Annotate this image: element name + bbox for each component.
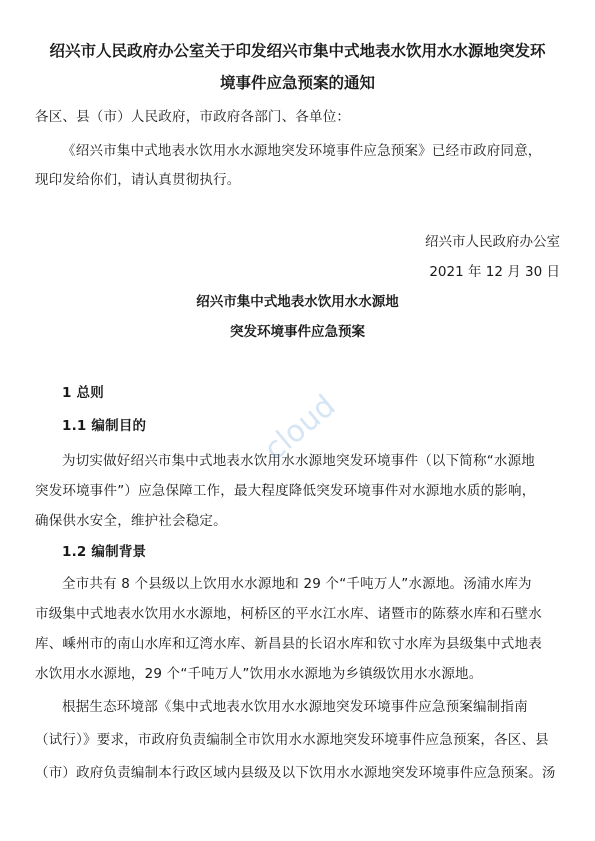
section-1-2-para1-line-4: 水饮用水水源地，29 个“千吨万人”饮用水水源地为乡镇级饮用水水源地。 bbox=[35, 666, 483, 682]
section-1-2-para1-line-3: 库、嵊州市的南山水库和辽湾水库、新昌县的长诏水库和钦寸水库为县级集中式地表 bbox=[35, 636, 542, 652]
notice-body-line-2: 现印发给你们，请认真贯彻执行。 bbox=[35, 172, 241, 188]
plan-title-line-1: 绍兴市集中式地表水饮用水水源地 bbox=[196, 294, 399, 310]
issue-date: 2021 年 12 月 30 日 bbox=[429, 264, 560, 280]
plan-title-line-2: 突发环境事件应急预案 bbox=[230, 324, 365, 340]
section-1-2-para1-line-2: 市级集中式地表水饮用水水源地，柯桥区的平水江水库、诸暨市的陈蔡水库和石壁水 bbox=[35, 606, 542, 622]
issuer: 绍兴市人民政府办公室 bbox=[425, 234, 560, 250]
notice-body-line-1: 《绍兴市集中式地表水饮用水水源地突发环境事件应急预案》已经市政府同意， bbox=[62, 143, 542, 159]
section-1-2-para2-line-2: （试行）》要求，市政府负责编制全市饮用水水源地突发环境事件应急预案，各区、县 bbox=[35, 732, 549, 748]
section-1-1-line-1: 为切实做好绍兴市集中式地表水饮用水水源地突发环境事件（以下简称“水源地 bbox=[62, 453, 535, 469]
section-1-2-para2-line-1: 根据生态环境部《集中式地表水饮用水水源地突发环境事件应急预案编制指南 bbox=[62, 699, 528, 715]
section-1-2-para2-line-3: （市）政府负责编制本行政区域内县级及以下饮用水水源地突发环境事件应急预案。汤 bbox=[35, 765, 556, 781]
section-1-2-para1-line-1: 全市共有 8 个县级以上饮用水水源地和 29 个“千吨万人”水源地。汤浦水库为 bbox=[62, 576, 532, 592]
section-1-1-heading: 1.1 编制目的 bbox=[62, 418, 147, 434]
section-1-1-line-2: 突发环境事件”）应急保障工作，最大程度降低突发环境事件对水源地水质的影响， bbox=[35, 483, 536, 499]
salutation: 各区、县（市）人民政府，市政府各部门、各单位： bbox=[35, 109, 351, 125]
watermark-text: cloud bbox=[257, 388, 343, 468]
notice-title-line-2: 境事件应急预案的通知 bbox=[219, 74, 375, 92]
notice-title-line-1: 绍兴市人民政府办公室关于印发绍兴市集中式地表水饮用水水源地突发环 bbox=[49, 42, 546, 60]
section-1-1-line-3: 确保供水安全，维护社会稳定。 bbox=[35, 513, 227, 529]
section-1-2-heading: 1.2 编制背景 bbox=[62, 544, 147, 560]
section-1-heading: 1 总则 bbox=[62, 385, 104, 401]
